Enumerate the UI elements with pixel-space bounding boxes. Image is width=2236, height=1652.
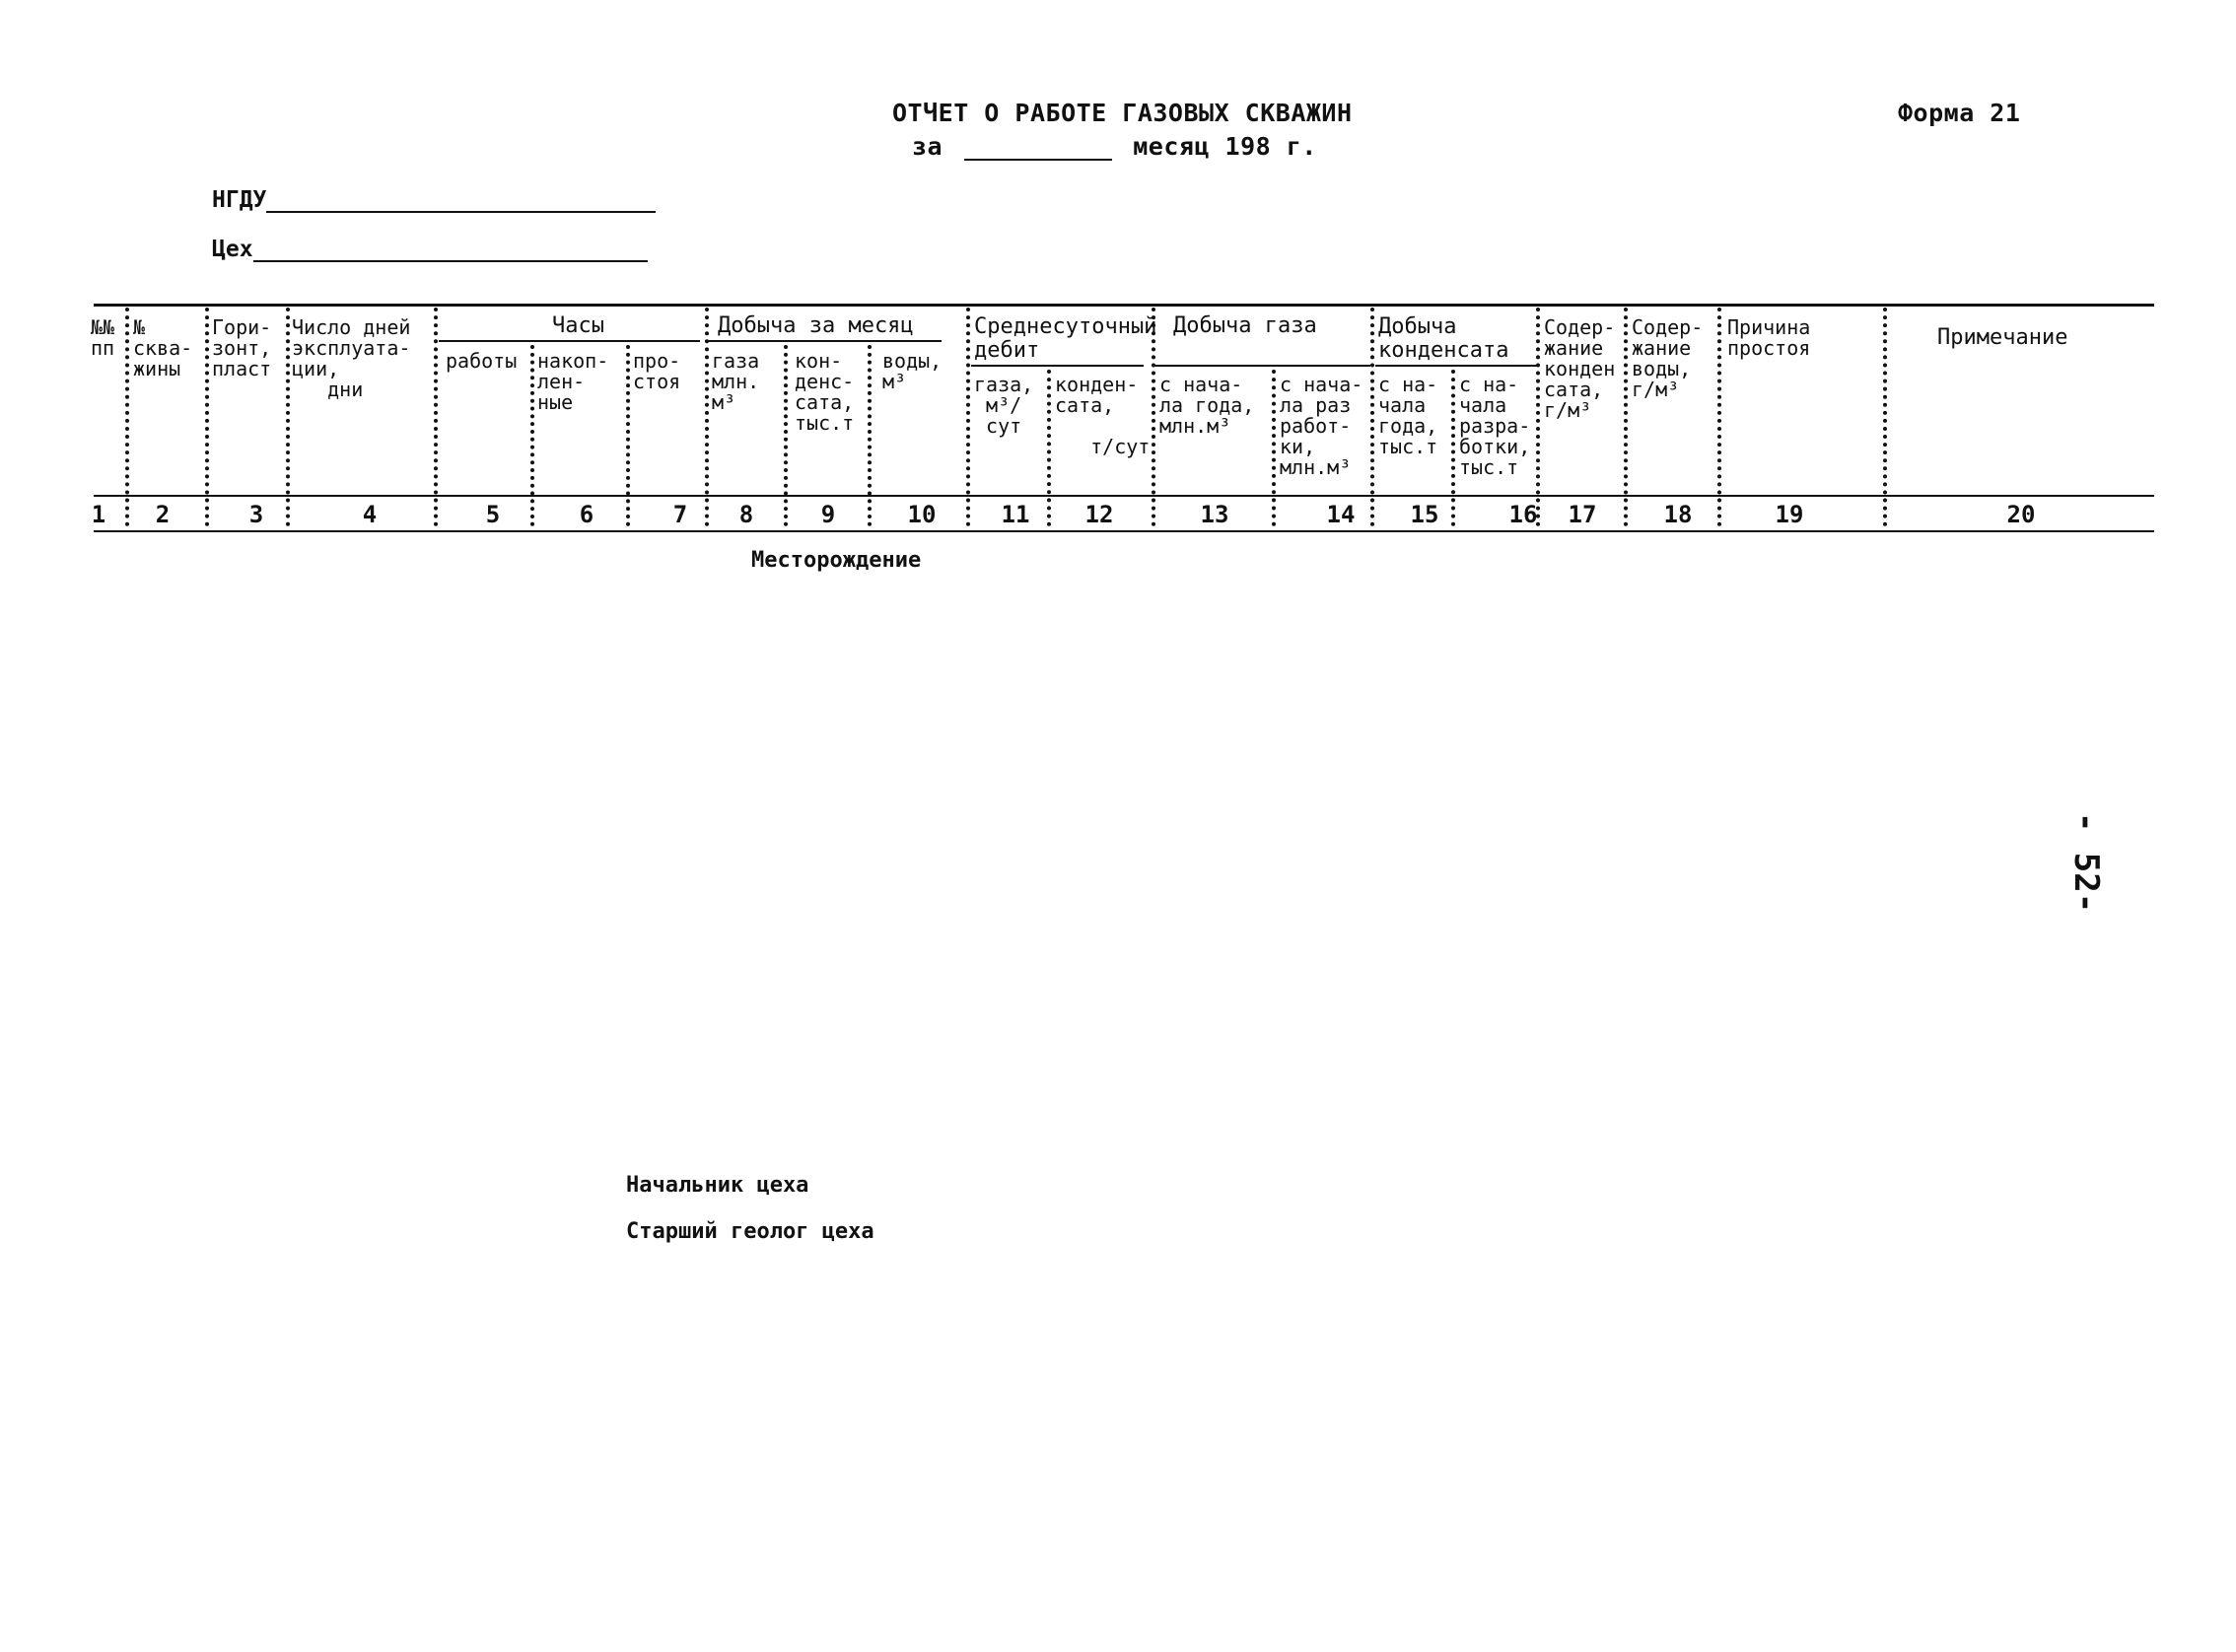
col-sep [784, 345, 788, 526]
col-header-9: кон- денс- сата, тыс.т [795, 349, 855, 435]
ngdu-field [212, 187, 656, 213]
section-label-field: Месторождение [751, 548, 922, 573]
col-header-6: накоп- лен- ные [537, 349, 609, 414]
col-number-12: 12 [1084, 501, 1114, 528]
month-blank [964, 159, 1112, 161]
shop-blank [253, 260, 648, 262]
col-number-6: 6 [579, 501, 594, 528]
report-title: ОТЧЕТ О РАБОТЕ ГАЗОВЫХ СКВАЖИН [892, 99, 1353, 127]
col-header-2: № сква- жины [133, 315, 193, 380]
col-header-8: газа млн. м³ [712, 349, 760, 414]
col-number-19: 19 [1775, 501, 1804, 528]
col-header-16: с на- чала разра- ботки, тыс.т [1459, 373, 1531, 479]
col-number-2: 2 [155, 501, 171, 528]
hours-group-rule [439, 340, 700, 342]
col-number-16: 16 [1508, 501, 1538, 528]
col-number-8: 8 [738, 501, 754, 528]
col-sep [1717, 308, 1721, 526]
col-sep [1624, 308, 1628, 526]
page-number: - 52- [2066, 811, 2107, 914]
col-header-17: Содер- жание конден сата, г/м³ [1544, 315, 1616, 422]
col-number-9: 9 [820, 501, 836, 528]
shop-label: Цех [212, 237, 253, 262]
col-sep [1152, 308, 1155, 526]
col-sep [1451, 370, 1455, 526]
group-header-hours: Часы [552, 313, 604, 338]
col-sep [434, 308, 438, 526]
col-header-19: Причина простоя [1727, 315, 1811, 360]
col-sep [1272, 370, 1276, 526]
group-header-monthly-production: Добыча за месяц [718, 313, 914, 338]
col-header-10: воды, м³ [882, 349, 943, 393]
col-header-5: работы [446, 349, 518, 373]
col-number-5: 5 [485, 501, 501, 528]
col-sep [1047, 370, 1051, 526]
ngdu-label: НГДУ [212, 187, 267, 213]
col-number-17: 17 [1568, 501, 1597, 528]
col-sep [868, 345, 872, 526]
col-number-13: 13 [1200, 501, 1229, 528]
col-sep [966, 308, 970, 526]
col-header-3: Гори- зонт, пласт [212, 315, 272, 380]
col-number-14: 14 [1326, 501, 1356, 528]
table-top-rule [94, 304, 2154, 307]
col-sep [1370, 308, 1374, 526]
ngdu-blank [266, 211, 656, 213]
col-header-20: Примечание [1937, 325, 2068, 350]
col-number-11: 11 [1001, 501, 1030, 528]
col-number-10: 10 [907, 501, 937, 528]
col-number-7: 7 [672, 501, 688, 528]
col-header-13: с нача- ла года, млн.м³ [1159, 373, 1255, 438]
col-sep [125, 308, 129, 526]
group-header-condensate-production: Добыча конденсата [1378, 314, 1509, 363]
col-header-7: про- стоя [633, 349, 681, 393]
col-header-15: с на- чала года, тыс.т [1378, 373, 1438, 458]
col-header-11: газа, м³/ сут [974, 373, 1034, 438]
avg-daily-group-rule [971, 365, 1144, 367]
monthly-group-rule [705, 340, 942, 342]
col-sep [530, 345, 534, 526]
col-number-3: 3 [248, 501, 264, 528]
form-number: Форма 21 [1898, 99, 2021, 127]
col-number-1: 1 [91, 501, 106, 528]
col-sep [1883, 308, 1887, 526]
gas-group-rule [1153, 365, 1370, 367]
period-prefix: за [912, 132, 943, 161]
shop-field [212, 237, 648, 262]
col-number-15: 15 [1410, 501, 1439, 528]
col-sep [205, 308, 209, 526]
group-header-avg-daily-rate: Среднесуточный дебит [974, 314, 1157, 363]
col-header-1: №№ пп [91, 315, 115, 360]
col-number-18: 18 [1663, 501, 1693, 528]
report-period [912, 132, 1317, 161]
condensate-group-rule [1375, 365, 1538, 367]
col-header-4: Число дней эксплуата- ции, дни [292, 315, 411, 401]
signature-shop-head: Начальник цеха [626, 1173, 809, 1198]
signature-senior-geologist: Старший геолог цеха [626, 1219, 874, 1244]
col-number-20: 20 [2006, 501, 2036, 528]
col-header-14: с нача- ла раз работ- ки, млн.м³ [1280, 373, 1363, 479]
col-header-12: конден- сата, т/сут [1055, 373, 1151, 458]
col-sep [626, 345, 630, 526]
table-numbers-bottom-rule [94, 530, 2154, 532]
col-sep [286, 308, 290, 526]
group-header-gas-production: Добыча газа [1173, 313, 1317, 338]
table-header-bottom-rule [94, 495, 2154, 497]
col-header-18: Содер- жание воды, г/м³ [1632, 315, 1704, 401]
col-number-4: 4 [362, 501, 378, 528]
col-sep [705, 308, 709, 526]
period-suffix: месяц 198 г. [1133, 132, 1317, 161]
